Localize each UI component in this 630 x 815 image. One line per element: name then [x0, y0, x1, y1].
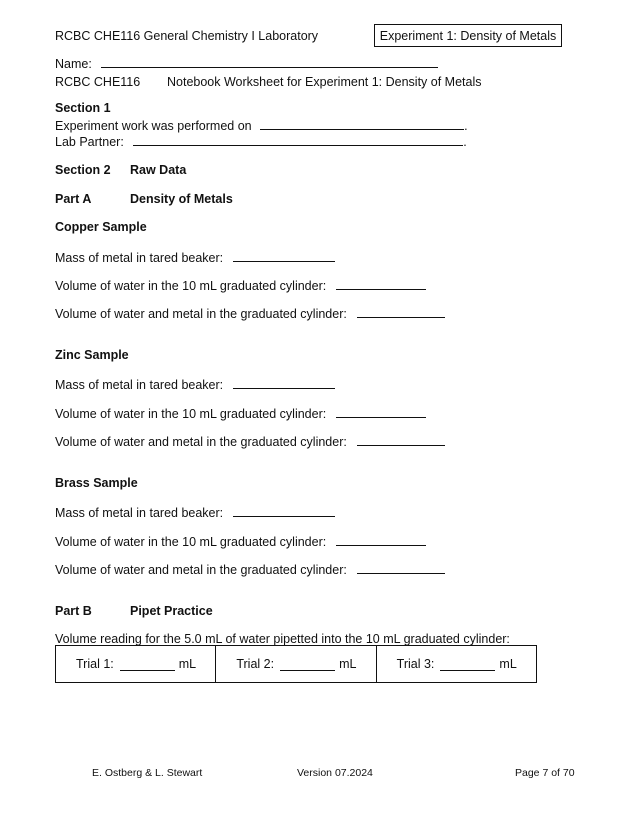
zinc-title: Zinc Sample — [55, 348, 129, 362]
trial-label: Trial 1: — [76, 657, 114, 671]
water-label: Volume of water in the 10 mL graduated cylinder: — [55, 279, 327, 293]
water-metal-label: Volume of water and metal in the graduated cylinder: — [55, 307, 347, 321]
performed-on-blank[interactable] — [260, 117, 464, 130]
brass-water-metal-blank[interactable] — [357, 561, 445, 574]
performed-on-row — [55, 117, 468, 133]
footer-page-number: Page 7 of 70 — [515, 767, 575, 779]
lab-partner-row — [55, 133, 467, 149]
copper-water-row — [55, 277, 426, 293]
period: . — [463, 135, 467, 149]
zinc-water-metal-row — [55, 433, 445, 449]
mass-label: Mass of metal in tared beaker: — [55, 506, 224, 520]
lab-partner-blank[interactable] — [133, 133, 463, 146]
lab-partner-label: Lab Partner: — [55, 135, 124, 149]
trial-unit: mL — [178, 657, 197, 671]
water-metal-label: Volume of water and metal in the graduated cylinder: — [55, 435, 347, 449]
copper-mass-row — [55, 249, 335, 265]
zinc-mass-row — [55, 376, 335, 392]
experiment-title-box: Experiment 1: Density of Metals — [374, 24, 562, 47]
footer-version: Version 07.2024 — [297, 767, 373, 779]
zinc-water-row — [55, 405, 426, 421]
copper-water-blank[interactable] — [336, 277, 426, 290]
partB-title: Pipet Practice — [130, 604, 213, 618]
mass-label: Mass of metal in tared beaker: — [55, 251, 224, 265]
copper-title: Copper Sample — [55, 220, 147, 234]
trial-1-blank[interactable] — [120, 658, 175, 671]
name-label: Name: — [55, 57, 92, 71]
trial-unit: mL — [339, 657, 357, 671]
name-row — [55, 55, 438, 71]
trial-2-cell — [216, 646, 376, 682]
zinc-mass-blank[interactable] — [233, 376, 335, 389]
copper-water-metal-blank[interactable] — [357, 305, 445, 318]
course-title: RCBC CHE116 General Chemistry I Laboratory — [55, 29, 319, 43]
water-label: Volume of water in the 10 mL graduated cylinder: — [55, 535, 327, 549]
trial-2-blank[interactable] — [280, 658, 335, 671]
mass-label: Mass of metal in tared beaker: — [55, 378, 224, 392]
brass-title: Brass Sample — [55, 476, 138, 490]
trial-table — [55, 645, 537, 683]
partB-label: Part B — [55, 604, 92, 618]
partB-instruction: Volume reading for the 5.0 mL of water pipetted into the 10 mL graduated cylinder: — [55, 632, 510, 646]
section1-heading: Section 1 — [55, 101, 111, 115]
section2-title: Raw Data — [130, 163, 187, 177]
performed-on-label: Experiment work was performed on — [55, 119, 252, 133]
copper-water-metal-row — [55, 305, 445, 321]
brass-mass-blank[interactable] — [233, 504, 335, 517]
worksheet-title: Notebook Worksheet for Experiment 1: Density of Metals — [167, 75, 482, 89]
section2-number: Section 2 — [55, 163, 111, 177]
trial-label: Trial 3: — [396, 657, 435, 671]
name-blank[interactable] — [101, 55, 438, 68]
brass-water-blank[interactable] — [336, 533, 426, 546]
trial-3-blank[interactable] — [440, 658, 495, 671]
trial-3-cell — [377, 646, 536, 682]
water-label: Volume of water in the 10 mL graduated cylinder: — [55, 407, 327, 421]
partA-title: Density of Metals — [130, 192, 233, 206]
brass-water-metal-row — [55, 561, 445, 577]
footer-authors: E. Ostberg & L. Stewart — [92, 767, 203, 779]
brass-mass-row — [55, 504, 335, 520]
trial-label: Trial 2: — [236, 657, 275, 671]
trial-1-cell — [56, 646, 216, 682]
water-metal-label: Volume of water and metal in the graduated cylinder: — [55, 563, 347, 577]
copper-mass-blank[interactable] — [233, 249, 335, 262]
course-code: RCBC CHE116 — [55, 75, 141, 89]
period: . — [464, 119, 468, 133]
partA-label: Part A — [55, 192, 92, 206]
zinc-water-blank[interactable] — [336, 405, 426, 418]
trial-unit: mL — [499, 657, 517, 671]
brass-water-row — [55, 533, 426, 549]
zinc-water-metal-blank[interactable] — [357, 433, 445, 446]
